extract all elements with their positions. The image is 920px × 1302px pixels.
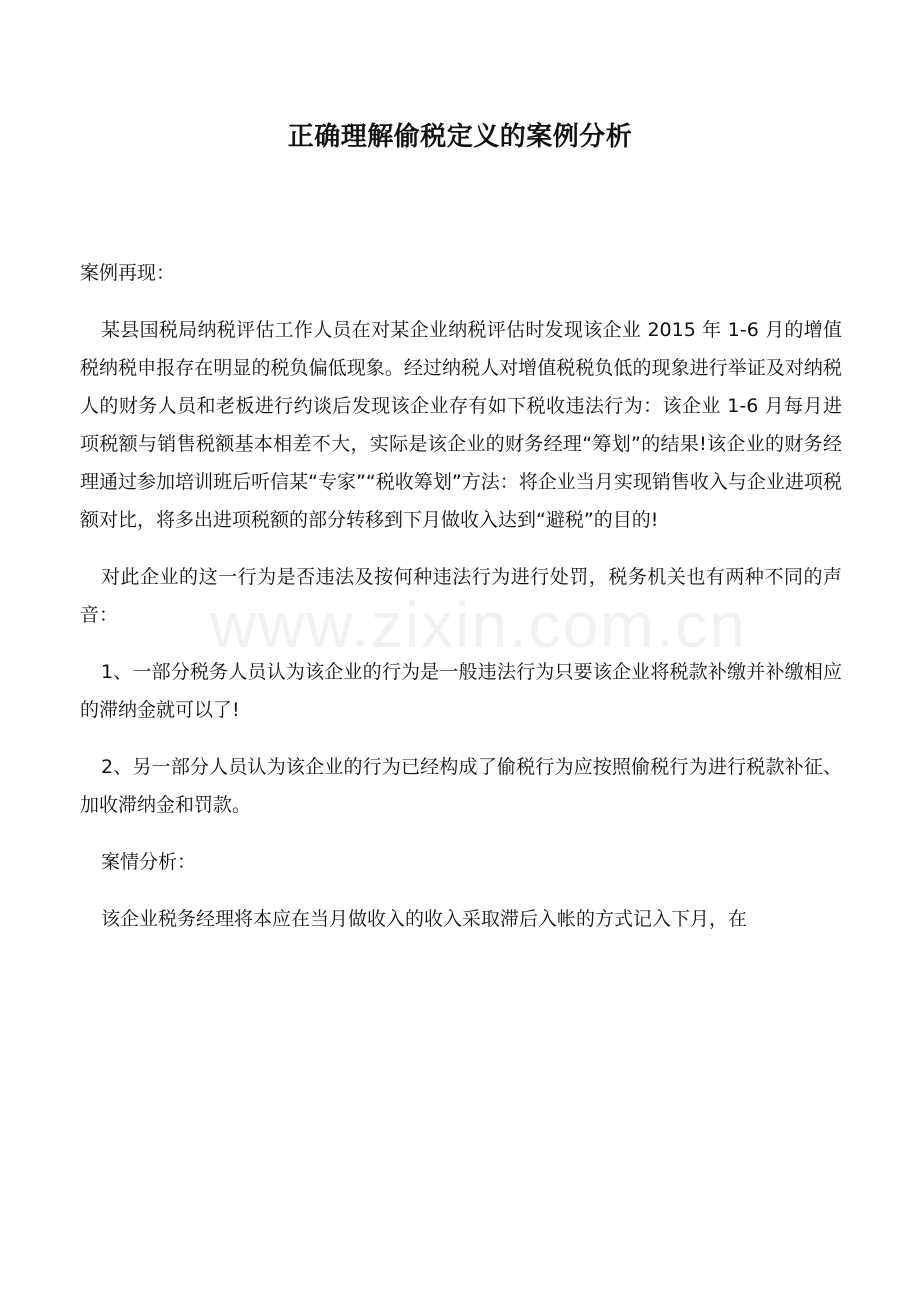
paragraph-opinions-intro: 对此企业的这一行为是否违法及按何种违法行为进行处罚，税务机关也有两种不同的声音： bbox=[80, 566, 842, 626]
section-heading-case: 案例再现： bbox=[80, 262, 176, 284]
paragraph-opinion-2: 2、另一部分人员认为该企业的行为已经构成了偷税行为应按照偷税行为进行税款补征、加收滞纳金和罚款。 bbox=[80, 756, 842, 816]
paragraph-case-description: 某县国税局纳税评估工作人员在对某企业纳税评估时发现该企业 2015 年 1-6 月的增值税纳税申报存在明显的税负偏低现象。经过纳税人对增值税税负低的现象进行举证及对纳税人的财务人员和老板进行约谈后发现该企业存有如下税收违法行为：该企业 1-6 月每月进项税额与销售税额基本相差不大，实际是该企业的财务经理“筹划”的结果!该企业的财务经理通过参加培训班后听信某“专家”“税收筹划”方法：将企业当月实现销售收入与企业进项税额对比，将多出进项税额的部分转移到下月做收入达到“避税”的目的! bbox=[80, 319, 842, 531]
document-title: 正确理解偷税定义的案例分析 bbox=[287, 122, 633, 152]
watermark: www.zixin.com.cn bbox=[210, 589, 747, 661]
paragraph-analysis: 该企业税务经理将本应在当月做收入的收入采取滞后入帐的方式记入下月，在 bbox=[101, 908, 748, 930]
paragraph-opinion-1: 1、一部分税务人员认为该企业的行为是一般违法行为只要该企业将税款补缴并补缴相应的滞纳金就可以了! bbox=[80, 661, 842, 721]
document-body bbox=[80, 254, 842, 957]
section-heading-analysis: 案情分析： bbox=[101, 851, 197, 873]
